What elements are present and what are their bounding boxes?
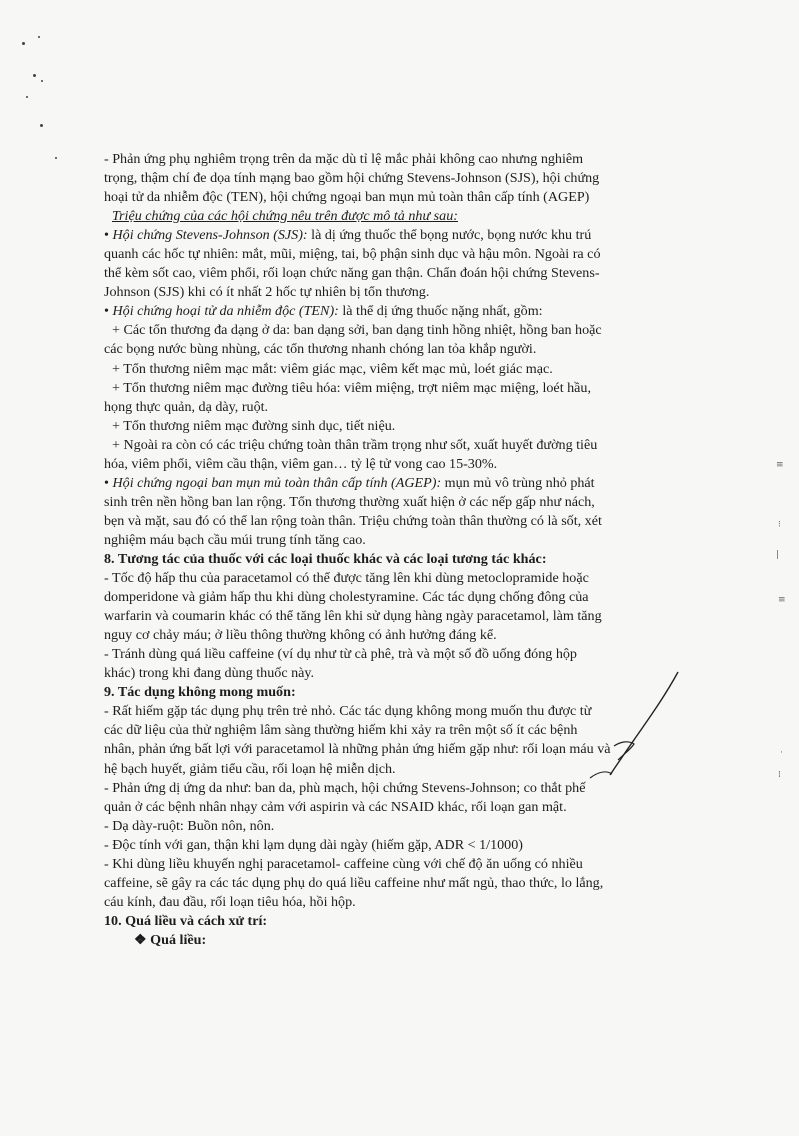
text-line: quản ở các bệnh nhân nhạy cảm với aspirin và các NSAID khác, rối loạn gan mật. xyxy=(104,798,567,815)
text-line: họng thực quản, dạ dày, ruột. xyxy=(104,398,269,415)
text-line: + Các tổn thương đa dạng ở da: ban dạng sởi, ban dạng tinh hồng nhiệt, hồng ban hoặc xyxy=(112,322,602,339)
text-line: hóa, viêm phổi, viêm cầu thận, viêm gan… tỷ lệ tử vong cao 15-30%. xyxy=(104,455,498,472)
edge-mark: ⁝ xyxy=(778,520,781,530)
text-line: - Tránh dùng quá liều caffeine (ví dụ như từ cà phê, trà và một số đồ uống đóng hộp xyxy=(104,646,577,663)
text-line: warfarin và coumarin khác có thể tăng lên khi sử dụng hàng ngày paracetamol, làm tăng xyxy=(104,608,602,625)
bullet-line xyxy=(104,474,724,493)
text-line: Johnson (SJS) khi có ít nhất 2 hốc tự nhiên bị tổn thương. xyxy=(104,284,430,301)
bullet-line xyxy=(104,302,724,321)
scan-speck xyxy=(41,80,43,82)
edge-mark: ≡ xyxy=(778,595,786,605)
bullet-icon: • xyxy=(104,474,113,491)
text-line: + Tổn thương niêm mạc đường tiêu hóa: viêm miệng, trợt niêm mạc miệng, loét hầu, xyxy=(112,379,592,396)
subsection-heading: ❖ Quá liều: xyxy=(134,931,207,948)
text-line: các dữ liệu của thử nghiệm lâm sàng thường hiếm khi xảy ra trên một số ít các bệnh xyxy=(104,722,578,739)
text-line: thể kèm sốt cao, viêm phổi, rối loạn chức năng gan thận. Chẩn đoán hội chứng Stevens- xyxy=(104,265,600,282)
text-line: nghiệm máu bạch cầu múi trung tính tăng cao. xyxy=(104,531,366,548)
text-line: - Phản ứng dị ứng da như: ban da, phù mạch, hội chứng Stevens-Johnson; co thắt phế xyxy=(104,779,586,796)
section-subtitle: Triệu chứng của các hội chứng nêu trên được mô tả như sau: xyxy=(112,208,458,225)
scan-speck xyxy=(33,74,36,77)
syndrome-name: Hội chứng ngoại ban mụn mủ toàn thân cấp tính (AGEP): xyxy=(112,474,442,491)
section-heading: 8. Tương tác của thuốc với các loại thuốc khác và các loại tương tác khác: xyxy=(104,550,547,567)
text-line: khác) trong khi đang dùng thuốc này. xyxy=(104,665,315,682)
text-line: bẹn và mặt, sau đó có thể lan rộng toàn thân. Triệu chứng toàn thân thường có là sốt, xét xyxy=(104,512,602,529)
text-line: caffeine, sẽ gây ra các tác dụng phụ do quá liều caffeine như mất ngủ, thao thức, lo lắng, xyxy=(104,874,604,891)
text-line: cáu kính, đau đầu, rối loạn tiêu hóa, hồi hộp. xyxy=(104,893,356,910)
scan-speck xyxy=(40,124,43,127)
text-line: nguy cơ chảy máu; ở liều thông thường không có ảnh hưởng đáng kể. xyxy=(104,627,497,644)
syndrome-name: Hội chứng Stevens-Johnson (SJS): xyxy=(112,227,308,244)
bullet-icon: • xyxy=(104,303,113,320)
text-line: - Tốc độ hấp thu của paracetamol có thể được tăng lên khi dùng metoclopramide hoặc xyxy=(104,570,589,587)
section-heading: 10. Quá liều và cách xử trí: xyxy=(104,912,268,929)
scan-speck xyxy=(55,157,57,159)
document-body xyxy=(104,150,724,950)
scan-speck xyxy=(22,42,25,45)
text-line: - Rất hiếm gặp tác dụng phụ trên trẻ nhỏ. Các tác dụng không mong muốn thu được từ xyxy=(104,703,592,720)
text-line: + Tổn thương niêm mạc mắt: viêm giác mạc, viêm kết mạc mủ, loét giác mạc. xyxy=(112,360,553,377)
text-line: - Khi dùng liều khuyến nghị paracetamol- caffeine cùng với chế độ ăn uống có nhiều xyxy=(104,855,583,872)
text-line: quanh các hốc tự nhiên: mắt, mũi, miệng, tai, bộ phận sinh dục và hậu môn. Ngoài ra có xyxy=(104,246,601,263)
text-line: trọng, thậm chí đe dọa tính mạng bao gồm hội chứng Stevens-Johnson (SJS), hội chứng xyxy=(104,170,600,187)
section-heading: 9. Tác dụng không mong muốn: xyxy=(104,684,296,701)
text-line: hệ bạch huyết, giảm tiểu cầu, rối loạn hệ miễn dịch. xyxy=(104,760,396,777)
scan-speck xyxy=(38,36,40,38)
edge-mark: ≡ xyxy=(776,460,784,470)
text-line: - Độc tính với gan, thận khi lạm dụng dài ngày (hiếm gặp, ADR < 1/1000) xyxy=(104,836,523,853)
text-line: sinh trên nền hồng ban lan rộng. Tổn thương thường xuất hiện ở các nếp gấp như nách, xyxy=(104,493,595,510)
edge-mark: | xyxy=(776,550,780,560)
text-line: các bọng nước bùng nhùng, các tổn thương nhanh chóng lan tỏa khắp người. xyxy=(104,341,537,358)
text-line: + Ngoài ra còn có các triệu chứng toàn thân trầm trọng như sốt, xuất huyết đường tiêu xyxy=(112,436,598,453)
text-line: - Phản ứng phụ nghiêm trọng trên da mặc dù tỉ lệ mắc phải không cao nhưng nghiêm xyxy=(104,151,584,167)
text-line: + Tổn thương niêm mạc đường sinh dục, tiết niệu. xyxy=(112,417,396,434)
text-span: mụn mủ vô trùng nhỏ phát xyxy=(441,474,595,491)
bullet-line xyxy=(104,226,724,245)
text-line: nhân, phản ứng bất lợi với paracetamol là những phản ứng hiếm gặp như: rối loạn máu và xyxy=(104,741,611,758)
text-span: là dị ứng thuốc thể bọng nước, bọng nước khu trú xyxy=(307,227,592,244)
text-line: hoại tử da nhiễm độc (TEN), hội chứng ngoại ban mụn mủ toàn thân cấp tính (AGEP) xyxy=(104,189,590,206)
text-line: - Dạ dày-ruột: Buồn nôn, nôn. xyxy=(104,817,275,834)
scan-speck xyxy=(26,96,28,98)
bullet-icon: • xyxy=(104,227,113,244)
syndrome-name: Hội chứng hoại tử da nhiễm độc (TEN): xyxy=(112,303,339,320)
text-line: domperidone và giảm hấp thu khi dùng cholestyramine. Các tác dụng chống đông của xyxy=(104,589,589,606)
text-span: là thể dị ứng thuốc nặng nhất, gồm: xyxy=(338,303,543,320)
edge-mark: ⁞ xyxy=(778,770,781,780)
edge-mark: · xyxy=(780,748,783,758)
